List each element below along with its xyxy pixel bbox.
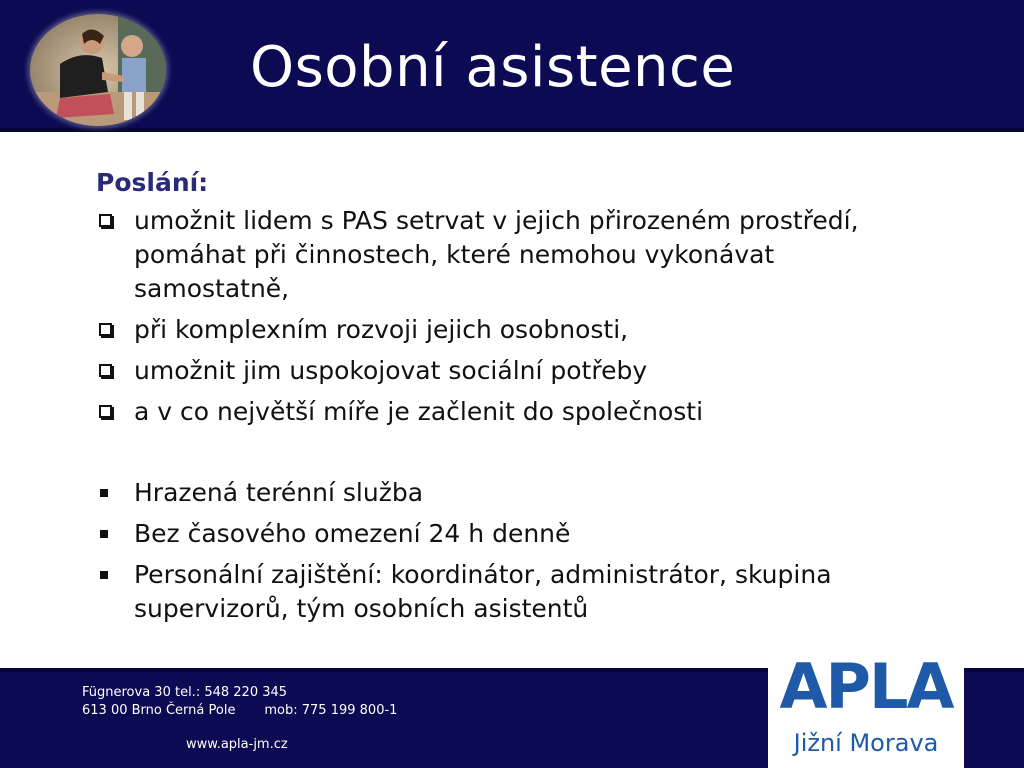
list-item bbox=[96, 395, 936, 429]
list-item-text: Bez časového omezení 24 h denně bbox=[134, 519, 571, 548]
list-item-text: umožnit jim uspokojovat sociální potřeby bbox=[134, 356, 648, 385]
list-item-text: při komplexním rozvoji jejich osobnosti, bbox=[134, 315, 629, 344]
list-item bbox=[96, 517, 936, 551]
logo-sub-text: Jižní Morava bbox=[793, 729, 939, 757]
info-list bbox=[96, 476, 936, 626]
list-item-text: Personální zajištění: koordinátor, administrátor, skupina supervizorů, tým osobních asistentů bbox=[134, 560, 832, 623]
square-bullet-icon bbox=[100, 571, 108, 579]
checkbox-bullet-icon bbox=[99, 323, 112, 336]
list-item bbox=[96, 354, 936, 388]
list-item bbox=[96, 558, 936, 626]
footer-website-link[interactable]: www.apla-jm.cz bbox=[186, 737, 288, 752]
list-item bbox=[96, 313, 936, 347]
list-item-text: umožnit lidem s PAS setrvat v jejich přirozeném prostředí, pomáhat při činnostech, které nemohou vykonávat samostatně, bbox=[134, 206, 859, 303]
list-item bbox=[96, 204, 936, 306]
section-heading: Poslání: bbox=[96, 168, 209, 197]
square-bullet-icon bbox=[100, 489, 108, 497]
footer-address: Fügnerova 30 tel.: 548 220 345 bbox=[82, 685, 288, 700]
checkbox-bullet-icon bbox=[99, 405, 112, 418]
list-item bbox=[96, 476, 936, 510]
square-bullet-icon bbox=[100, 530, 108, 538]
logo-main-text: APLA bbox=[779, 650, 953, 723]
apla-logo bbox=[768, 648, 964, 768]
people-photo-icon bbox=[30, 14, 166, 126]
list-item-text: Hrazená terénní služba bbox=[134, 478, 424, 507]
list-item-text: a v co největší míře je začlenit do společnosti bbox=[134, 397, 704, 426]
checkbox-bullet-icon bbox=[99, 364, 112, 377]
page-title: Osobní asistence bbox=[250, 35, 736, 100]
list-spacer bbox=[96, 436, 936, 476]
mission-list bbox=[96, 204, 936, 429]
checkbox-bullet-icon bbox=[99, 214, 112, 227]
slide-content bbox=[96, 166, 936, 633]
footer-city-mobile: 613 00 Brno Černá Pole mob: 775 199 800-1 bbox=[82, 703, 398, 718]
